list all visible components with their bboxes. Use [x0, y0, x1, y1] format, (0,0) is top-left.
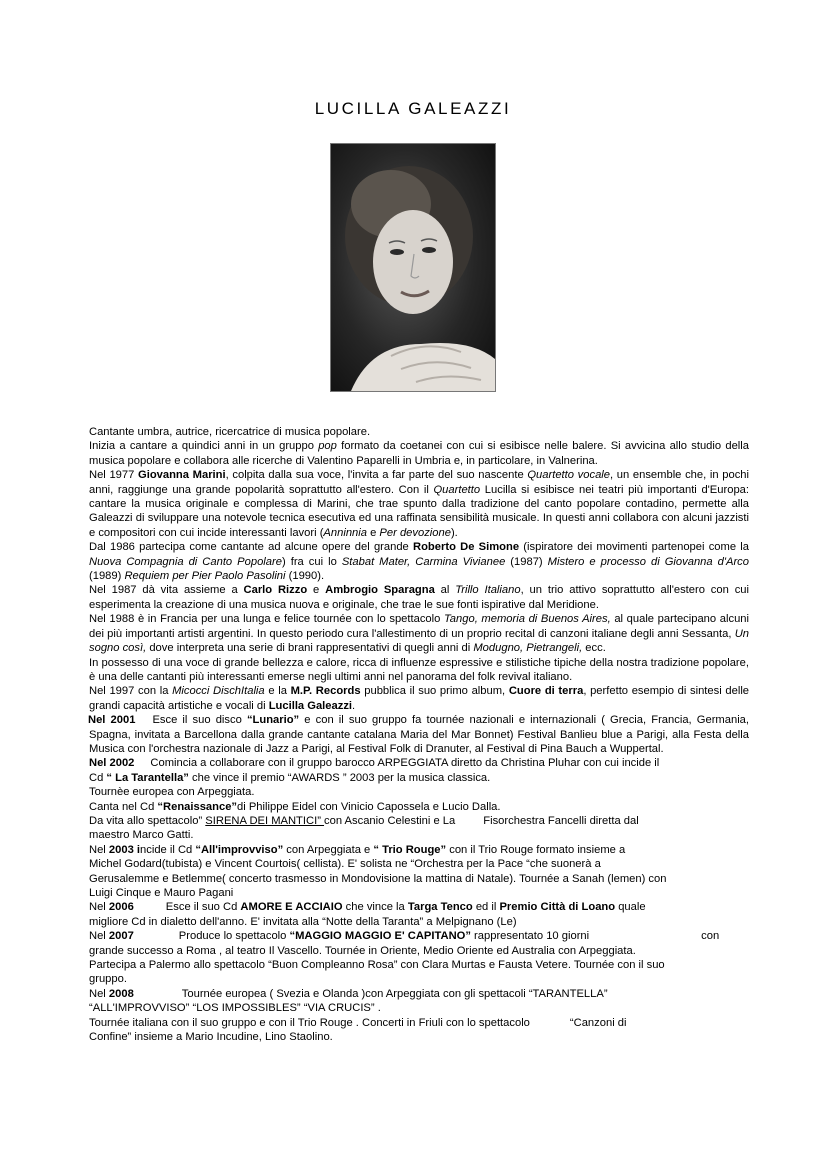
- text-italic: Anninnia: [323, 526, 367, 539]
- text-bold: “Lunario”: [246, 714, 300, 727]
- text: Partecipa a Palermo allo spettacolo “Buon Compleanno Rosa” con Clara Murtas e Fausta Vetere. Tournée con il suo: [89, 959, 665, 972]
- text: Esce il suo disco: [152, 714, 247, 727]
- paragraph-beginnings: [89, 439, 749, 468]
- year-label: 2006: [108, 901, 134, 914]
- paragraph-1987: [89, 583, 749, 612]
- text: dove interpreta una serie di brani rappresentativi di quegli anni di: [146, 642, 474, 655]
- paragraph-1986: [89, 540, 749, 583]
- text-italic: Nuova Compagnia di Canto Popolare: [89, 555, 282, 568]
- text: , colpita dalla sua voce, l'invita a far parte del suo nascente: [225, 469, 528, 482]
- year-label: 2003 i: [108, 843, 141, 856]
- text: .: [352, 699, 356, 712]
- text-bold: Giovanna Marini: [138, 469, 226, 482]
- text-italic: Modugno, Pietrangeli,: [473, 642, 583, 655]
- text: Dal 1986 partecipa come cantante ad alcune opere del grande: [89, 541, 414, 554]
- text-italic: pop: [318, 440, 337, 453]
- paragraph-2001: [89, 713, 749, 756]
- year-label: Nel 2001: [88, 714, 136, 727]
- text: Nel 1997 con la: [89, 685, 173, 698]
- text: ed il: [472, 901, 500, 914]
- text: ).: [450, 526, 458, 539]
- paragraph-2006: [89, 900, 749, 929]
- text: con Ascanio Celestini e La: [324, 814, 456, 827]
- text: Michel Godard(tubista) e Vincent Courtois( cellista). E' solista ne “Orchestra per la Pace “che suonerà a: [89, 858, 601, 871]
- text-bold: Targa Tenco: [407, 901, 473, 914]
- text-bold: AMORE E ACCIAIO: [240, 901, 343, 914]
- paragraph-1988: [89, 612, 749, 655]
- text-italic: Requiem per Pier Paolo Pasolini: [124, 570, 286, 583]
- text-italic: Tango, memoria di Buenos Aires,: [444, 613, 611, 626]
- text-italic: Quartetto vocale: [527, 469, 611, 482]
- text: rappresentato 10 giorni: [470, 930, 590, 943]
- text: e: [307, 584, 326, 597]
- text: di Philippe Eidel con Vinicio Capossela e Lucio Dalla.: [237, 800, 501, 813]
- year-label: Nel 2002: [89, 757, 135, 770]
- paragraph-1977: [89, 468, 749, 540]
- text: grande successo a Roma , al teatro Il Vascello. Tournée in Oriente, Medio Oriente ed Australia con Arpeggiata.: [89, 944, 636, 957]
- paragraph-2003: [89, 843, 749, 901]
- text-italic: Un sogno così,: [89, 627, 749, 655]
- text: Nel: [89, 987, 109, 1000]
- text: Tournée italiana con il suo gruppo e con il Trio Rouge . Concerti in Friuli con lo spettacolo: [89, 1016, 530, 1029]
- text-bold: Ambrogio Sparagna: [325, 584, 435, 597]
- text: maestro Marco Gatti.: [89, 829, 194, 842]
- text: Nel 1988 è in Francia per una lunga e felice tournée con lo spettacolo: [89, 613, 444, 626]
- text: Nel: [89, 901, 109, 914]
- text: Nel 1987 dà vita assieme a: [89, 584, 244, 597]
- portrait-image: [331, 144, 495, 391]
- text-bold: Carlo Rizzo: [243, 584, 308, 597]
- text: “Canzoni di: [569, 1016, 627, 1029]
- text-italic: Stabat Mater, Carmina Vivianee: [341, 555, 506, 568]
- text-bold: Roberto De Simone: [413, 541, 520, 554]
- text: Produce lo spettacolo: [178, 930, 290, 943]
- page-title: LUCILLA GALEAZZI: [314, 99, 512, 118]
- paragraph-2008: [89, 987, 749, 1045]
- text: Comincia a collaborare con il gruppo barocco ARPEGGIATA diretto da Christina Pluhar con cui incide il: [150, 757, 660, 770]
- paragraph-2002: [89, 756, 749, 785]
- text-italic: Micocci DischItalia: [172, 685, 265, 698]
- text: Nel: [89, 930, 109, 943]
- text: Nel 1977: [89, 469, 139, 482]
- text: (1987): [505, 555, 548, 568]
- text: formato da coetanei con cui si esibisce nelle balere. Si avvicina allo studio della musica popolare e collabora alle ricerche di Valentino Paparelli in Umbria e, in particolare, in Valnerina.: [89, 440, 749, 467]
- text-italic: Quartetto: [433, 483, 481, 496]
- text: , un ensemble che, in pochi anni, raggiunge una grande popolarità soprattutto all'estero. Con il: [89, 469, 750, 496]
- text: al: [434, 584, 456, 597]
- text-bold: Cuore di terra: [508, 685, 584, 698]
- paragraph-voice: In possesso di una voce di grande bellezza e calore, ricca di influenze espressive e stilistiche tipiche della nostra tradizione popolare, è una delle cantanti più interessanti emerse negli ultimi anni nel panorama del folk revival italiano.: [89, 656, 749, 683]
- text: gruppo.: [89, 973, 127, 986]
- paragraph-intro: Cantante umbra, autrice, ricercatrice di musica popolare.: [89, 426, 371, 438]
- text-bold: “All'improvviso”: [195, 843, 284, 856]
- text: Cd: [89, 771, 107, 784]
- text: Esce il suo Cd: [165, 901, 241, 914]
- text: Luigi Cinque e Mauro Pagani: [89, 887, 234, 899]
- text: (1989): [89, 570, 125, 583]
- text: ) fra cui lo: [281, 555, 342, 568]
- text: ecc.: [582, 642, 606, 655]
- text-bold: Lucilla Galeazzi: [268, 699, 353, 712]
- text: e: [366, 526, 380, 539]
- text-italic: Mistero e processo di Giovanna d'Arco: [547, 555, 749, 568]
- text: (1990).: [285, 570, 325, 583]
- text-bold: “ La Tarantella”: [106, 771, 189, 784]
- year-label: 2008: [108, 987, 134, 1000]
- text: Lucilla si esibisce nei teatri più importanti d'Europa: cantare la musica originale e complessa di Marini, che trae spunto dalla tradizione del canto popolare contadino, permette alla Galeazzi di sviluppare una notevole tecnica esecutiva ed una raffinata sensibilità musicale. In questi anni collabora con alcuni jazzisti e compositori con cui incide interessanti lavori (: [89, 483, 749, 539]
- text: Da vita allo spettacolo”: [89, 814, 206, 827]
- text: ncide il Cd: [140, 843, 196, 856]
- text: quale: [615, 901, 646, 914]
- paragraph-sirena: [89, 814, 749, 843]
- text: al quale partecipano alcuni dei più importanti artisti argentini. In questo periodo cura l'allestimento di un proprio recital di canzoni italiane degli anni Sessanta,: [89, 613, 749, 640]
- text-bold: “MAGGIO MAGGIO E' CAPITANO”: [289, 930, 471, 943]
- text-bold: M.P. Records: [290, 685, 361, 698]
- text: con: [701, 930, 720, 943]
- text: Canta nel Cd: [89, 800, 158, 813]
- text: (ispiratore dei movimenti partenopei come la: [519, 541, 749, 554]
- text-bold: Premio Città di Loano: [499, 901, 616, 914]
- paragraph-2007: [89, 929, 749, 987]
- text: che vince la: [342, 901, 408, 914]
- text: migliore Cd in dialetto dell'anno. E' invitata alla “Notte della Taranta” a Melpignano (Le): [89, 915, 517, 928]
- text: Fisorchestra Fancelli diretta dal: [483, 814, 639, 827]
- text-italic: Trillo Italiano: [455, 584, 521, 597]
- text-bold: “Renaissance”: [157, 800, 238, 813]
- text: e con il suo gruppo fa tournée nazionali e internazionali ( Grecia, Francia, Germania, Spagna, invitata a Barcellona dalla grande cantante catalana Maria del Mar Bonnet) Festival Banlieu blue a Parigi, alla Festa della Musica con l'orchestra nazionale di Jazz a Parigi, al Festival Folk di Dranuter, al Festival di Pina Bauch a Wuppertal.: [89, 714, 750, 755]
- text: che vince il premio “AWARDS ” 2003 per la musica classica.: [188, 771, 491, 784]
- text: , un trio attivo soprattutto all'estero con cui esperimenta la creazione di una musica nuova e originale, che trae le sue fonti ispirative dal Meridione.: [89, 584, 750, 611]
- portrait-photo: [330, 143, 496, 392]
- text: e la: [264, 685, 291, 698]
- biography-text: [89, 425, 749, 1044]
- paragraph-1997: [89, 684, 749, 713]
- text: Gerusalemme e Betlemme( concerto trasmesso in Mondovisione la mattina di Natale). Tournée a Sanah (lemen) con: [89, 872, 667, 885]
- text: , perfetto esempio di sintesi delle grandi capacità artistiche e vocali di: [89, 685, 750, 712]
- text: pubblica il suo primo album,: [360, 685, 509, 698]
- text: Inizia a cantare a quindici anni in un gruppo: [89, 440, 319, 453]
- text-italic: Per devozione: [379, 526, 451, 539]
- paragraph-renaissance: [89, 800, 749, 814]
- text: Tournée europea ( Svezia e Olanda )con Arpeggiata con gli spettacoli “TARANTELLA”: [181, 987, 608, 1000]
- text: con il Trio Rouge formato insieme a: [446, 843, 626, 856]
- year-label: 2007: [108, 930, 134, 943]
- text: “ALL'IMPROVVISO” “LOS IMPOSSIBLES” “VIA CRUCIS” .: [89, 1002, 381, 1015]
- text-bold: “ Trio Rouge”: [373, 843, 447, 856]
- text-underlined: SIRENA DEI MANTICI”: [205, 814, 325, 827]
- text: con Arpeggiata e: [283, 843, 374, 856]
- text: Nel: [89, 843, 109, 856]
- paragraph-tour-arpeggiata: Tournèe europea con Arpeggiata.: [89, 786, 255, 799]
- text: Confine” insieme a Mario Incudine, Lino Staolino.: [89, 1031, 333, 1044]
